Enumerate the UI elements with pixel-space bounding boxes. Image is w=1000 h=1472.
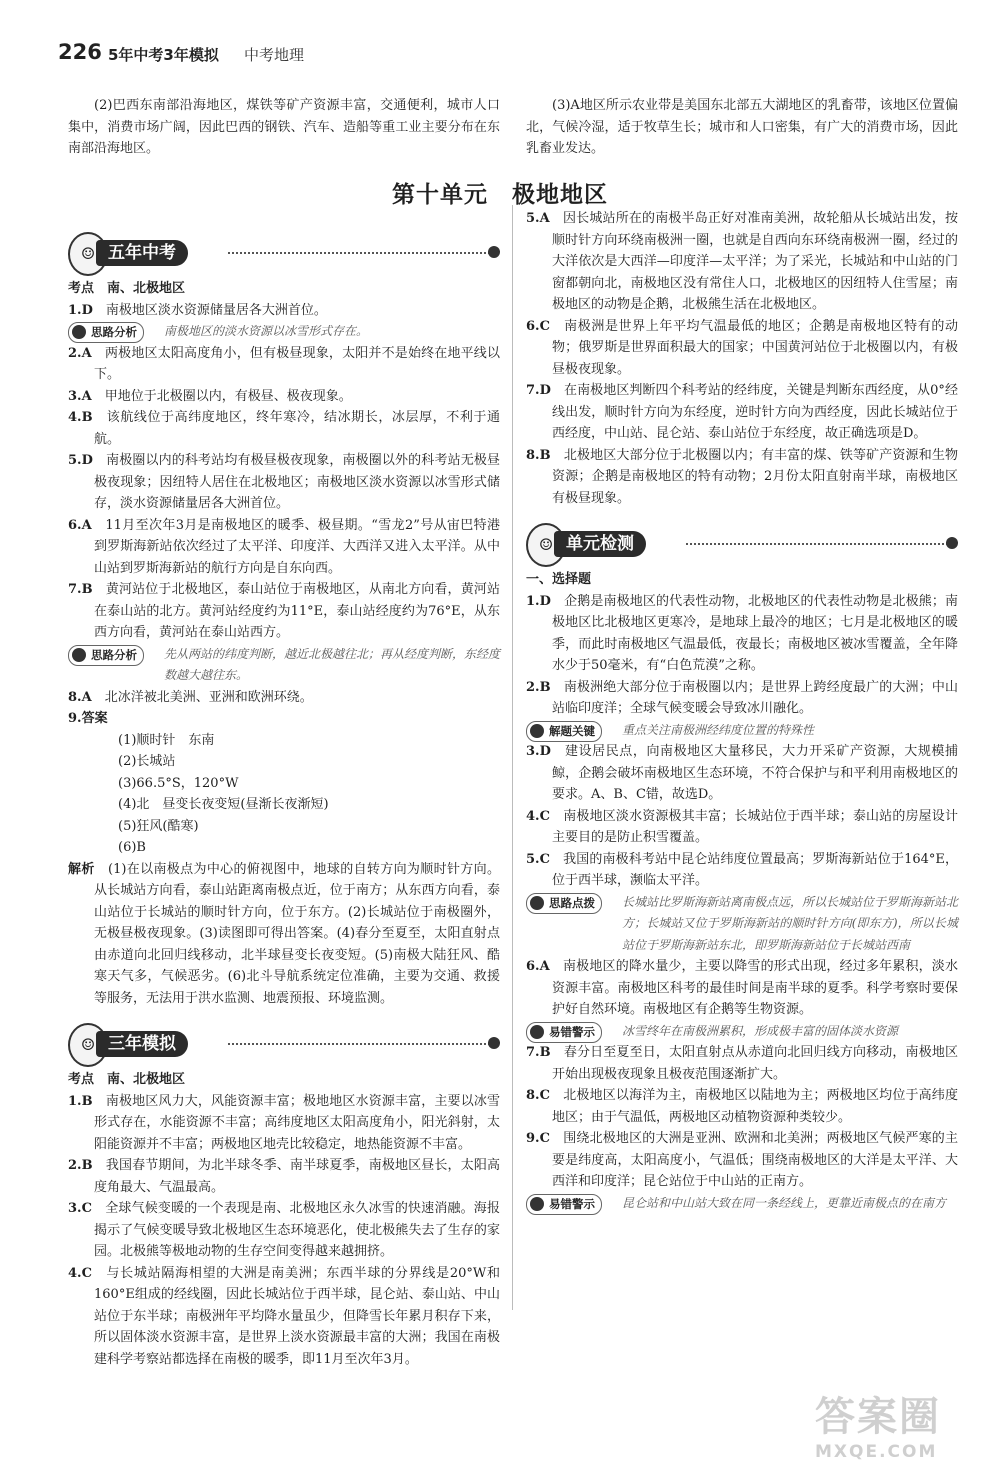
banner-dotted-line — [228, 1043, 490, 1045]
note-badge: 易错警示 — [526, 1194, 602, 1215]
mascot-icon: ☺ — [68, 232, 108, 276]
note-badge: 思路点拨 — [526, 893, 602, 914]
right-items-2 — [526, 591, 958, 1215]
answer-line: (5)狂风(酷寒) — [118, 818, 199, 834]
note-box: 思路点拨 长城站比罗斯海新站离南极点远，所以长城站位于罗斯海新站北方；长城站又位于罗斯海新站的顺时针方向(即东方)，所以长城站位于罗斯海新站东北，即罗斯海新站位于长城站西南 — [526, 892, 958, 957]
answer-item: 2.B 南极洲绝大部分位于南极圈以内；是世界上跨经度最广的大洲；中山站临印度洋；全球气候变暖会导致冰川融化。 — [526, 679, 958, 716]
answer-item: 1.D 南极地区淡水资源储量居各大洲首位。 — [68, 302, 327, 318]
answer-item: 5.D 南极圈以内的科考站均有极昼极夜现象，南极圈以外的科考站无极昼极夜现象；因纽特人居住在北极地区；南极地区淡水资源以冰雪形式储存，淡水资源储量居各大洲首位。 — [68, 453, 500, 511]
watermark-logo — [815, 1385, 985, 1463]
answer-item: 8.B 北极地区大部分位于北极圈以内；有丰富的煤、铁等矿产资源和生物资源；企鹅是南极地区的特有动物；2月份太阳直射南半球，南极地区有极昼现象。 — [526, 447, 958, 506]
book-title: 5年中考3年模拟 — [108, 46, 219, 64]
page-header — [0, 38, 1000, 70]
banner-dotted-line — [686, 543, 948, 545]
subject-label: 中考地理 — [244, 46, 305, 64]
answer-item: 9.C 围绕北极地区的大洲是亚洲、欧洲和北美洲；两极地区气候严寒的主要是纬度高，太阳高度小，气温低；围绕南极地区的大洋是太平洋、大西洋和印度洋；昆仑站位于中山站的正南方。 — [526, 1131, 958, 1189]
bulb-icon — [530, 1025, 544, 1039]
banner-unit-test-label: 单元检测 — [554, 531, 646, 557]
bulb-icon — [530, 896, 544, 910]
left-column — [68, 228, 500, 1370]
answer-item: 1.D 企鹅是南极地区的代表性动物，北极地区的代表性动物是北极熊；南极地区比北极地区更寒冷，是地球上最冷的地区；七月是北极地区的暖季，而此时南极地区气温最低，夜最长；南极地区被冰雪覆盖，全年降水少于50毫米，有“白色荒漠”之称。 — [526, 593, 958, 673]
note-box: 易错警示 昆仑站和中山站大致在同一条经线上，更靠近南极点的在南方 — [526, 1193, 958, 1215]
answer-item: 4.B 该航线位于高纬度地区，终年寒冷，结冰期长，冰层厚，不利于通航。 — [68, 410, 500, 447]
answer-item: 8.C 北极地区以海洋为主，南极地区以陆地为主；两极地区均位于高纬度地区；由于气温低，两极地区动植物资源种类较少。 — [526, 1088, 958, 1125]
answer-item: 6.A 11月至次年3月是南极地区的暖季、极昼期。“雪龙2”号从宙巴特港到罗斯海新站依次经过了太平洋、印度洋、大西洋又进入太平洋。从中山站到罗斯海新站的航行方向是自东向西。 — [68, 517, 500, 576]
note-box: 思路分析 先从两站的纬度判断，越近北极越往北；再从经度判断，东经度数越大越往东。 — [68, 644, 500, 687]
page-number: 226 — [58, 40, 102, 64]
answer-list — [68, 730, 500, 859]
top-left-text: (2)巴西东南部沿海地区，煤铁等矿产资源丰富，交通便利，城市人口集中，消费市场广阔，因此巴西的钢铁、汽车、造船等重工业主要分布在东南部沿海地区。 — [68, 98, 500, 156]
answer-item: 6.A 南极地区的降水量少，主要以降雪的形式出现，经过多年累积，淡水资源丰富。南极地区科考的最佳时间是南半球的夏季。科学考察时要保护好自然环境。南极地区有企鹅等生物资源。 — [526, 959, 958, 1017]
banner-end-dot — [488, 246, 500, 258]
unit-title: 第十单元 极地地区 — [392, 182, 608, 208]
top-right-paragraph — [526, 95, 958, 160]
bulb-icon — [530, 724, 544, 738]
banner-five-year-label: 五年中考 — [96, 240, 188, 266]
answer-item: 7.D 在南极地区判断四个科考站的经纬度，关键是判断东西经度，从0°经线出发，顺时针方向为东经度，逆时针方向为西经度，因此长城站位于西经度，中山站、昆仑站、泰山站位于东经度，故正确选项是D。 — [526, 383, 958, 441]
top-right-text: (3)A地区所示农业带是美国东北部五大湖地区的乳畜带，该地区位置偏北，气候冷湿，适于牧草生长；城市和人口密集，有广大的消费市场，因此乳畜业发达。 — [526, 98, 958, 156]
banner-end-dot — [488, 1037, 500, 1049]
answer-line: (1)顺时针 东南 — [118, 732, 215, 748]
answer-line: (2)长城站 — [118, 754, 176, 769]
answer-item: 5.C 我国的南极科考站中昆仑站纬度位置最高；罗斯海新站位于164°E，位于西半球，濒临太平洋。 — [526, 851, 958, 888]
answer-item: 7.B 黄河站位于北极地区，泰山站位于南极地区，从南北方向看，黄河站在泰山站的北方。黄河站经度约为11°E，泰山站经度约为76°E，从东西方向看，黄河站在泰山站西方。 — [68, 582, 500, 640]
right-items-1 — [526, 208, 958, 509]
watermark-url: MXQE.COM — [815, 1442, 938, 1462]
note-badge: 思路分析 — [68, 645, 144, 666]
banner-three-year-label: 三年模拟 — [96, 1031, 188, 1057]
answer-item: 3.D 建设居民点，向南极地区大量移民，大力开采矿产资源，大规模捕鲸，企鹅会破坏南极地区生态环境，不符合保护与和平利用南极地区的要求。A、B、C错，故选D。 — [526, 744, 958, 802]
answer-item: 2.A 两极地区太阳高度角小，但有极昼现象，太阳并不是始终在地平线以下。 — [68, 345, 500, 382]
section-heading: 考点 南、北极地区 — [68, 1072, 186, 1087]
right-column — [526, 208, 958, 1214]
note-badge: 解题关键 — [526, 721, 602, 742]
note-badge: 思路分析 — [68, 322, 144, 343]
banner-dotted-line — [228, 252, 490, 254]
watermark-text: 答案圈 — [815, 1394, 941, 1440]
answer-item: 3.A 甲地位于北极圈以内，有极昼、极夜现象。 — [68, 388, 352, 404]
left-items-2 — [68, 1091, 500, 1371]
note-box: 思路分析 南极地区的淡水资源以冰雪形式存在。 — [68, 321, 500, 343]
answer-item: 4.C 南极地区淡水资源极其丰富；长城站位于西半球；泰山站的房屋设计主要目的是防止积雪覆盖。 — [526, 808, 958, 845]
banner-three-year — [68, 1023, 500, 1063]
answer-line: (6)B — [118, 840, 146, 855]
left-items-1 — [68, 300, 500, 709]
column-divider — [512, 205, 513, 1310]
banner-unit-test — [526, 523, 958, 563]
bulb-icon — [530, 1197, 544, 1211]
section-heading: 考点 南、北极地区 — [68, 281, 186, 296]
bulb-icon — [72, 325, 86, 339]
bulb-icon — [72, 648, 86, 662]
answer-item: 4.C 与长城站隔海相望的大洲是南美洲；东西半球的分界线是20°W和160°E组成的经线圈，因此长城站位于西半球，昆仑站、泰山站、中山站位于东半球；南极洲年平均降水量虽少，但降雪长年累月积存下来，所以固体淡水资源丰富，是世界上淡水资源最丰富的大洲；我国在南极建科学考察站都选择在南极的暖季，即11月至次年3月。 — [68, 1265, 500, 1367]
answer-item: 2.B 我国春节期间，为北半球冬季、南半球夏季，南极地区昼长，太阳高度角最大、气温最高。 — [68, 1158, 500, 1195]
answer-heading: 9.答案 — [68, 711, 108, 726]
section-heading: 一、选择题 — [526, 572, 592, 587]
banner-five-year — [68, 232, 500, 272]
answer-item: 6.C 南极洲是世界上年平均气温最低的地区；企鹅是南极地区特有的动物；俄罗斯是世界面积最大的国家；中国黄河站位于北极圈以内，有极昼极夜现象。 — [526, 318, 958, 377]
note-box: 解题关键 重点关注南极洲经纬度位置的特殊性 — [526, 720, 958, 742]
answer-line: (3)66.5°S，120°W — [118, 775, 239, 791]
answer-item: 5.A 因长城站所在的南极半岛正好对准南美洲，故轮船从长城站出发，按顺时针方向环绕南极洲一圈，也就是自西向东环绕南极洲一圈，经过的大洋依次是大西洋—印度洋—太平洋；为了采光，长城站和中山站的门窗都朝向北，南极地区没有常住人口，北极地区的因纽特人住雪屋；南极地区的动物是企鹅，北极熊生活在北极地区。 — [526, 211, 958, 312]
note-box: 易错警示 冰雪终年在南极洲累积，形成极丰富的固体淡水资源 — [526, 1021, 958, 1043]
note-badge: 易错警示 — [526, 1022, 602, 1043]
banner-end-dot — [946, 537, 958, 549]
analysis-paragraph: 解析 (1)在以南极点为中心的俯视图中，地球的自转方向为顺时针方向。从长城站方向看，泰山站距离南极点近，位于南方；从东西方向看，泰山站位于长城站的顺时针方向，位于东方。(2)长城站位于南极圈外，无极昼极夜现象。(3)读图即可得出答案。(4)春分至夏至，太阳直射点由赤道向北回归线移动，北半球昼变长夜变短。(5)南极大陆狂风、酷寒天气多，气候恶劣。(6)北斗导航系统定位准确，主要为交通、救援等服务，无法用于洪水监测、地震预报、环境监测。 — [68, 861, 500, 1006]
top-left-paragraph — [68, 95, 500, 160]
answer-item: 7.B 春分日至夏至日，太阳直射点从赤道向北回归线方向移动，南极地区开始出现极夜现象且极夜范围逐渐扩大。 — [526, 1045, 958, 1082]
mascot-icon: ☺ — [68, 1023, 108, 1067]
answer-item: 3.C 全球气候变暖的一个表现是南、北极地区永久冰雪的快速消融。海报揭示了气候变暖导致北极地区生态环境恶化，使北极熊失去了生存的家园。北极熊等极地动物的生存空间变得越来越拥挤。 — [68, 1201, 500, 1259]
answer-line: (4)北 昼变长夜变短(昼渐长夜渐短) — [118, 797, 329, 812]
mascot-icon: ☺ — [526, 523, 566, 567]
answer-item: 1.B 南极地区风力大，风能资源丰富；极地地区水资源丰富，主要以冰雪形式存在，水能资源不丰富；高纬度地区太阳高度角小，阳光斜射，太阳能资源并不丰富；两极地区地壳比较稳定，地热能资源不丰富。 — [68, 1093, 500, 1152]
answer-item: 8.A 北冰洋被北美洲、亚洲和欧洲环绕。 — [68, 689, 313, 705]
